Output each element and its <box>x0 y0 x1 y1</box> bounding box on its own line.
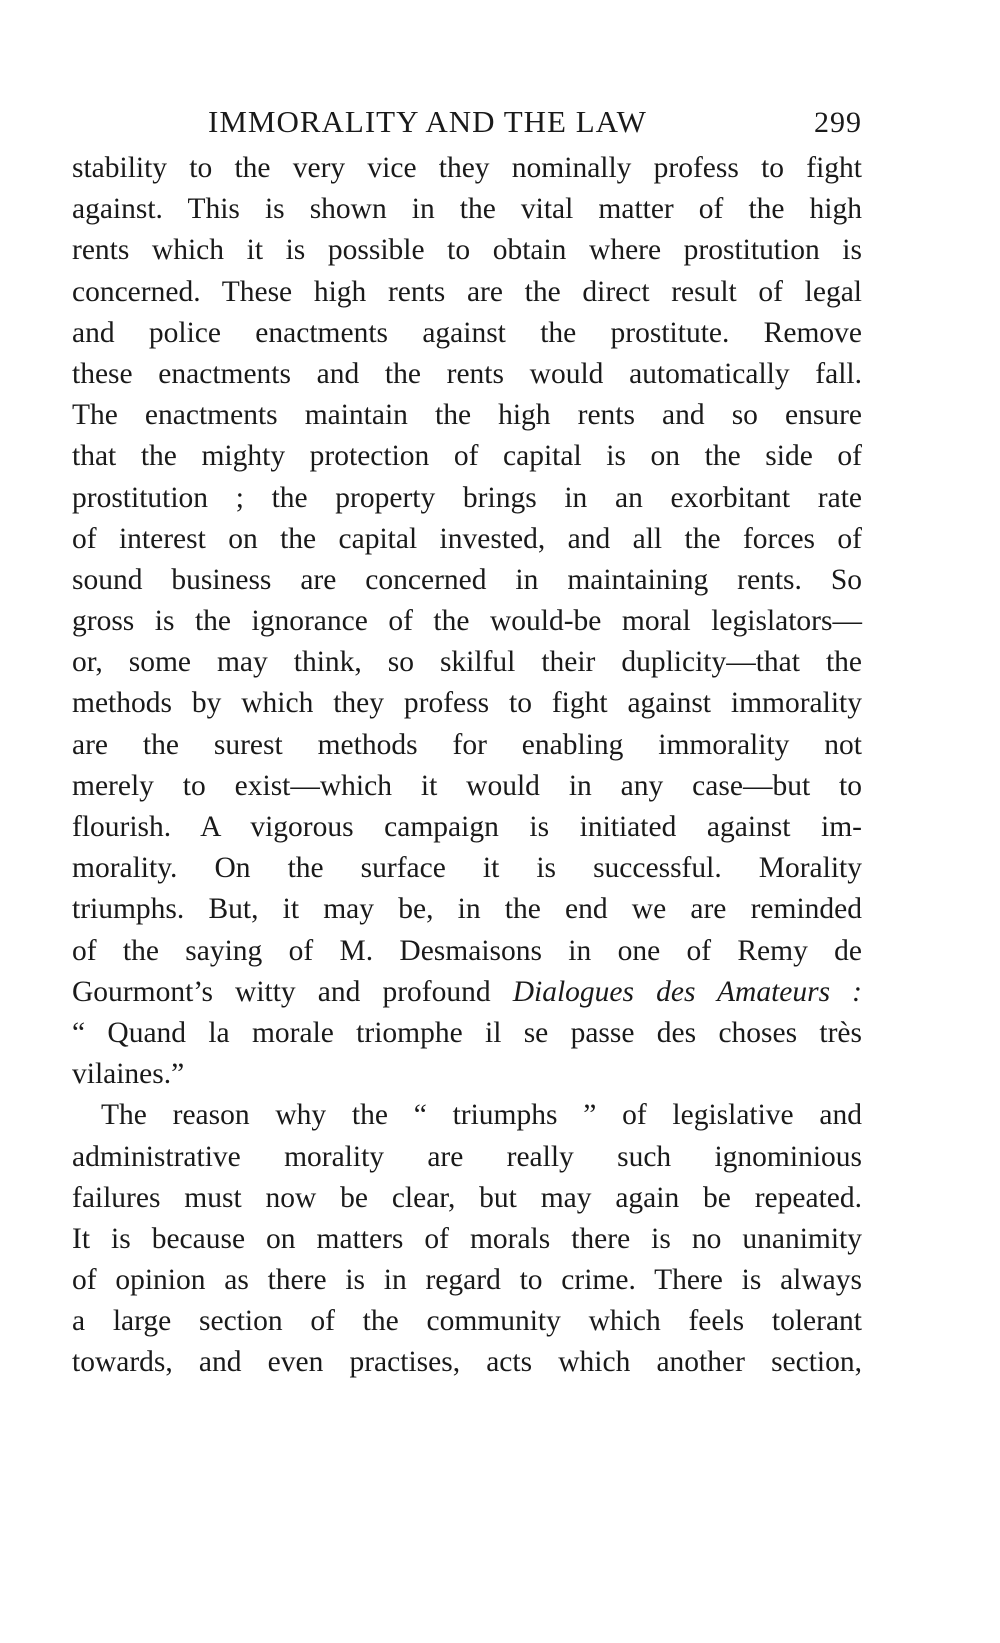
text-line <box>72 972 862 1013</box>
text-line-content: a large section of the community which feels tolerant <box>72 1305 862 1338</box>
text-line <box>72 189 862 230</box>
text-line <box>72 519 862 560</box>
text-line <box>72 1260 862 1301</box>
text-line <box>72 931 862 972</box>
text-line <box>72 272 862 313</box>
text-line-content: these enactments and the rents would automatically fall. <box>72 357 862 390</box>
text-line-content: of interest on the capital invested, and all the forces of <box>72 522 862 555</box>
text-line-content: sound business are concerned in maintaining rents. So <box>72 563 862 596</box>
text-line-content: of opinion as there is in regard to crime. There is always <box>72 1264 862 1297</box>
text-line-content: against. This is shown in the vital matter of the high <box>72 193 862 226</box>
text-line <box>72 683 862 724</box>
text-line-content: stability to the very vice they nominally profess to fight <box>72 152 862 184</box>
text-line-content: of the saying of M. Desmaisons in one of Remy de <box>72 934 862 967</box>
text-line-content: that the mighty protection of capital is on the side of <box>72 440 862 473</box>
text-line-content: methods by which they profess to fight against immorality <box>72 687 862 720</box>
text-line-content: or, some may think, so skilful their duplicity—that the <box>72 646 862 679</box>
text-line-content: morality. On the surface it is successful. Morality <box>72 852 862 885</box>
page-number: 299 <box>814 106 862 139</box>
text-line <box>72 807 862 848</box>
text-line-content: gross is the ignorance of the would-be moral legislators— <box>72 605 862 638</box>
text-line <box>72 436 862 477</box>
text-line <box>72 148 862 189</box>
text-line-content: “ Quand la morale triomphe il se passe des choses très <box>72 1016 862 1049</box>
text-line <box>72 642 862 683</box>
text-line <box>72 1095 862 1136</box>
text-line <box>72 1342 862 1383</box>
text-line <box>72 1137 862 1178</box>
text-line <box>72 1219 862 1260</box>
text-line <box>72 230 862 271</box>
text-line-content: administrative morality are really such ignominious <box>72 1140 862 1173</box>
text-line <box>72 1054 862 1095</box>
text-line-content: concerned. These high rents are the direct result of legal <box>72 275 862 308</box>
text-line <box>72 1178 862 1219</box>
text-line-content: rents which it is possible to obtain where prostitution is <box>72 234 862 267</box>
text-line-content: are the surest methods for enabling immorality not <box>72 728 862 761</box>
running-title: IMMORALITY AND THE LAW <box>208 104 647 139</box>
text-line-content: triumphs. But, it may be, in the end we are reminded <box>72 893 862 926</box>
body-text <box>72 148 862 1384</box>
text-line <box>72 601 862 642</box>
text-line-content: flourish. A vigorous campaign is initiated against im- <box>72 811 862 843</box>
text-line <box>72 1301 862 1342</box>
text-line-content: failures must now be clear, but may again be repeated. <box>72 1181 862 1214</box>
book-page <box>72 100 862 1384</box>
text-line-content: prostitution ; the property brings in an exorbitant rate <box>72 481 862 514</box>
text-line-content: Gourmont’s witty and profound <box>72 975 513 1008</box>
text-line <box>72 725 862 766</box>
text-line-content: merely to exist—which it would in any case—but to <box>72 769 862 802</box>
text-line <box>72 766 862 807</box>
text-line-content: and police enactments against the prostitute. Remove <box>72 316 862 349</box>
text-line <box>72 848 862 889</box>
text-line <box>72 313 862 354</box>
text-line-content: The reason why the “ triumphs ” of legislative and <box>101 1099 862 1132</box>
text-line-content: It is because on matters of morals there is no unanimity <box>72 1222 862 1255</box>
text-line <box>72 354 862 395</box>
text-line <box>72 478 862 519</box>
text-line-content: vilaines.” <box>72 1058 185 1091</box>
text-line-content: towards, and even practises, acts which another section, <box>72 1346 862 1379</box>
text-line <box>72 395 862 436</box>
text-line <box>72 889 862 930</box>
italic-title: Dialogues des Amateurs : <box>512 975 862 1008</box>
text-line-content: The enactments maintain the high rents and so ensure <box>72 399 862 432</box>
text-line <box>72 1013 862 1054</box>
running-header <box>72 100 862 148</box>
text-line <box>72 560 862 601</box>
